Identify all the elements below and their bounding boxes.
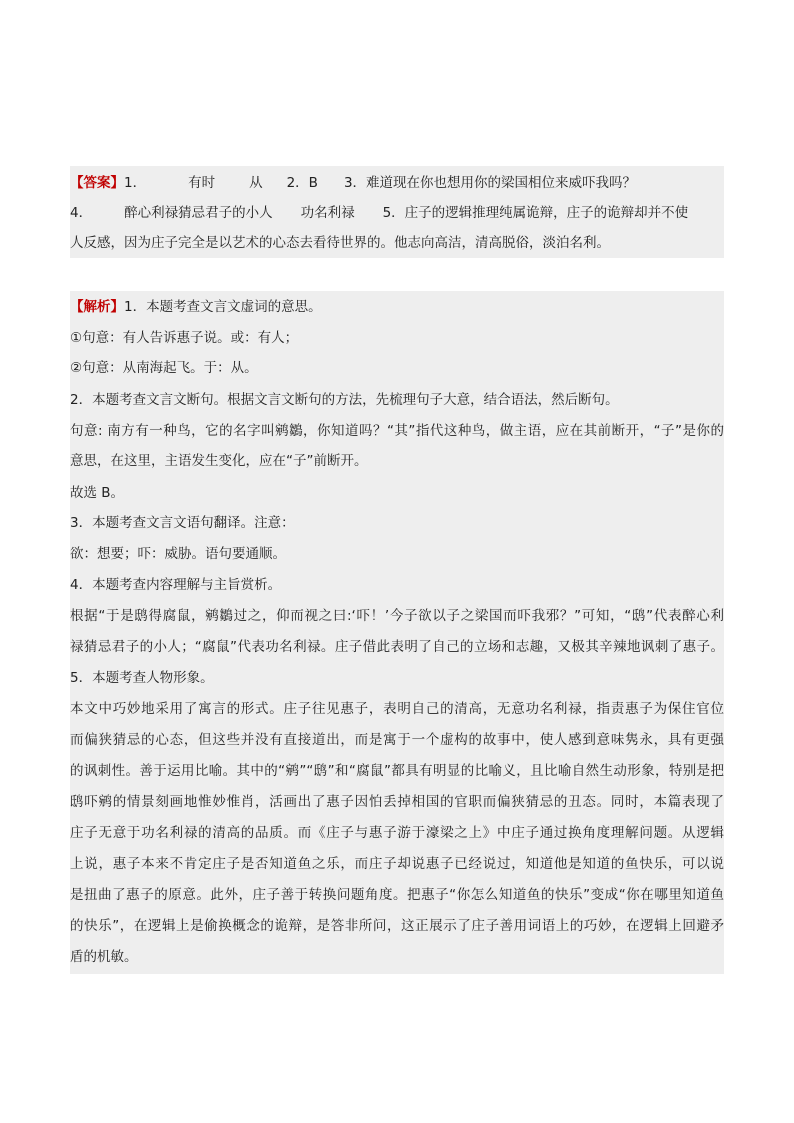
answer-q1-number: 1． (124, 175, 147, 191)
analysis-line-1 (70, 297, 322, 317)
answer-q3: 3．难道现在你也想用你的梁国相位来威吓我吗？ (343, 175, 637, 191)
answer-q1-item2: 从 (249, 175, 263, 191)
answer-tag: 【答案】 (70, 175, 124, 191)
analysis-tag: 【解析】 (70, 299, 124, 315)
analysis-line-1-text: 1．本题考查文言文虚词的意思。 (124, 299, 322, 315)
answer-q4-item2: 功名利禄 (300, 205, 355, 221)
analysis-line: 5．本题考查人物形象。 (70, 670, 214, 686)
analysis-line: 3．本题考查文言文语句翻译。注意： (70, 515, 295, 531)
analysis-line: 的快乐”，在逻辑上是偷换概念的诡辩，是答非所问，这正展示了庄子善用词语上的巧妙，在逻辑上回避矛 (70, 918, 724, 934)
answer-q4-number: 4． (70, 205, 93, 221)
answer-q5: 5．庄子的逻辑推理纯属诡辩，庄子的诡辩却并不使 (382, 205, 689, 221)
analysis-line: 的讽刺性。善于运用比喻。其中的“鹓”“鸱”和“腐鼠”都具有明显的比喻义，且比喻自然生动形象，特别是把 (70, 763, 724, 779)
answer-line-2 (70, 203, 688, 223)
analysis-line: 鸱吓鹓的情景刻画地惟妙惟肖，活画出了惠子因怕丢掉相国的官职而偏狭猜忌的丑态。同时，本篇表现了 (70, 794, 724, 810)
analysis-line: 是扭曲了惠子的原意。此外，庄子善于转换问题角度。把惠子“你怎么知道鱼的快乐”变成“你在哪里知道鱼 (70, 887, 724, 903)
analysis-line: 4．本题考查内容理解与主旨赏析。 (70, 577, 282, 593)
answer-line-3: 人反感，因为庄子完全是以艺术的心态去看待世界的。他志向高洁，清高脱俗，淡泊名利。 (70, 235, 610, 251)
answer-line-1 (70, 173, 636, 193)
answer-q2: 2．B (286, 175, 318, 191)
analysis-line: 根据“于是鸱得腐鼠，鹓鶵过之，仰而视之曰:‘吓！’今子欲以子之梁国而吓我邪？”可知，“鸱”代表醉心利 (70, 608, 724, 624)
analysis-line: 句意: 南方有一种鸟，它的名字叫鹓鶵，你知道吗？“其”指代这种鸟，做主语，应在其前断开，“子”是你的 (70, 423, 724, 439)
answer-q1-item1: 有时 (188, 175, 216, 191)
analysis-line: 故选 B。 (70, 485, 125, 501)
analysis-line: 上说，惠子本来不肯定庄子是否知道鱼之乐，而庄子却说惠子已经说过，知道他是知道的鱼快乐，可以说 (70, 856, 724, 872)
analysis-line: ②句意：从南海起飞。于：从。 (70, 360, 258, 376)
analysis-line: 本文中巧妙地采用了寓言的形式。庄子往见惠子，表明自己的清高，无意功名利禄，指责惠子为保住官位 (70, 701, 724, 717)
analysis-line: 欲：想要；吓：威胁。语句要通顺。 (70, 546, 286, 562)
analysis-line: 庄子无意于功名利禄的清高的品质。而《庄子与惠子游于濠梁之上》中庄子通过换角度理解问题。从逻辑 (70, 825, 724, 841)
analysis-line: ①句意：有人告诉惠子说。或：有人； (70, 330, 299, 346)
analysis-section (70, 291, 724, 974)
analysis-line: 而偏狭猜忌的心态，但这些并没有直接道出，而是寓于一个虚构的故事中，使人感到意味隽永，具有更强 (70, 732, 724, 748)
analysis-line: 2．本题考查文言文断句。根据文言文断句的方法，先梳理句子大意，结合语法，然后断句。 (70, 392, 619, 408)
answer-q4-item1: 醉心利禄猜忌君子的小人 (124, 205, 273, 221)
analysis-line: 意思，在这里，主语发生变化，应在“子”前断开。 (70, 453, 368, 469)
analysis-line: 禄猜忌君子的小人；“腐鼠”代表功名利禄。庄子借此表明了自己的立场和志趣，又极其辛辣地讽刺了惠子。 (70, 639, 724, 655)
analysis-line: 盾的机敏。 (70, 949, 138, 965)
answer-section (70, 166, 724, 258)
